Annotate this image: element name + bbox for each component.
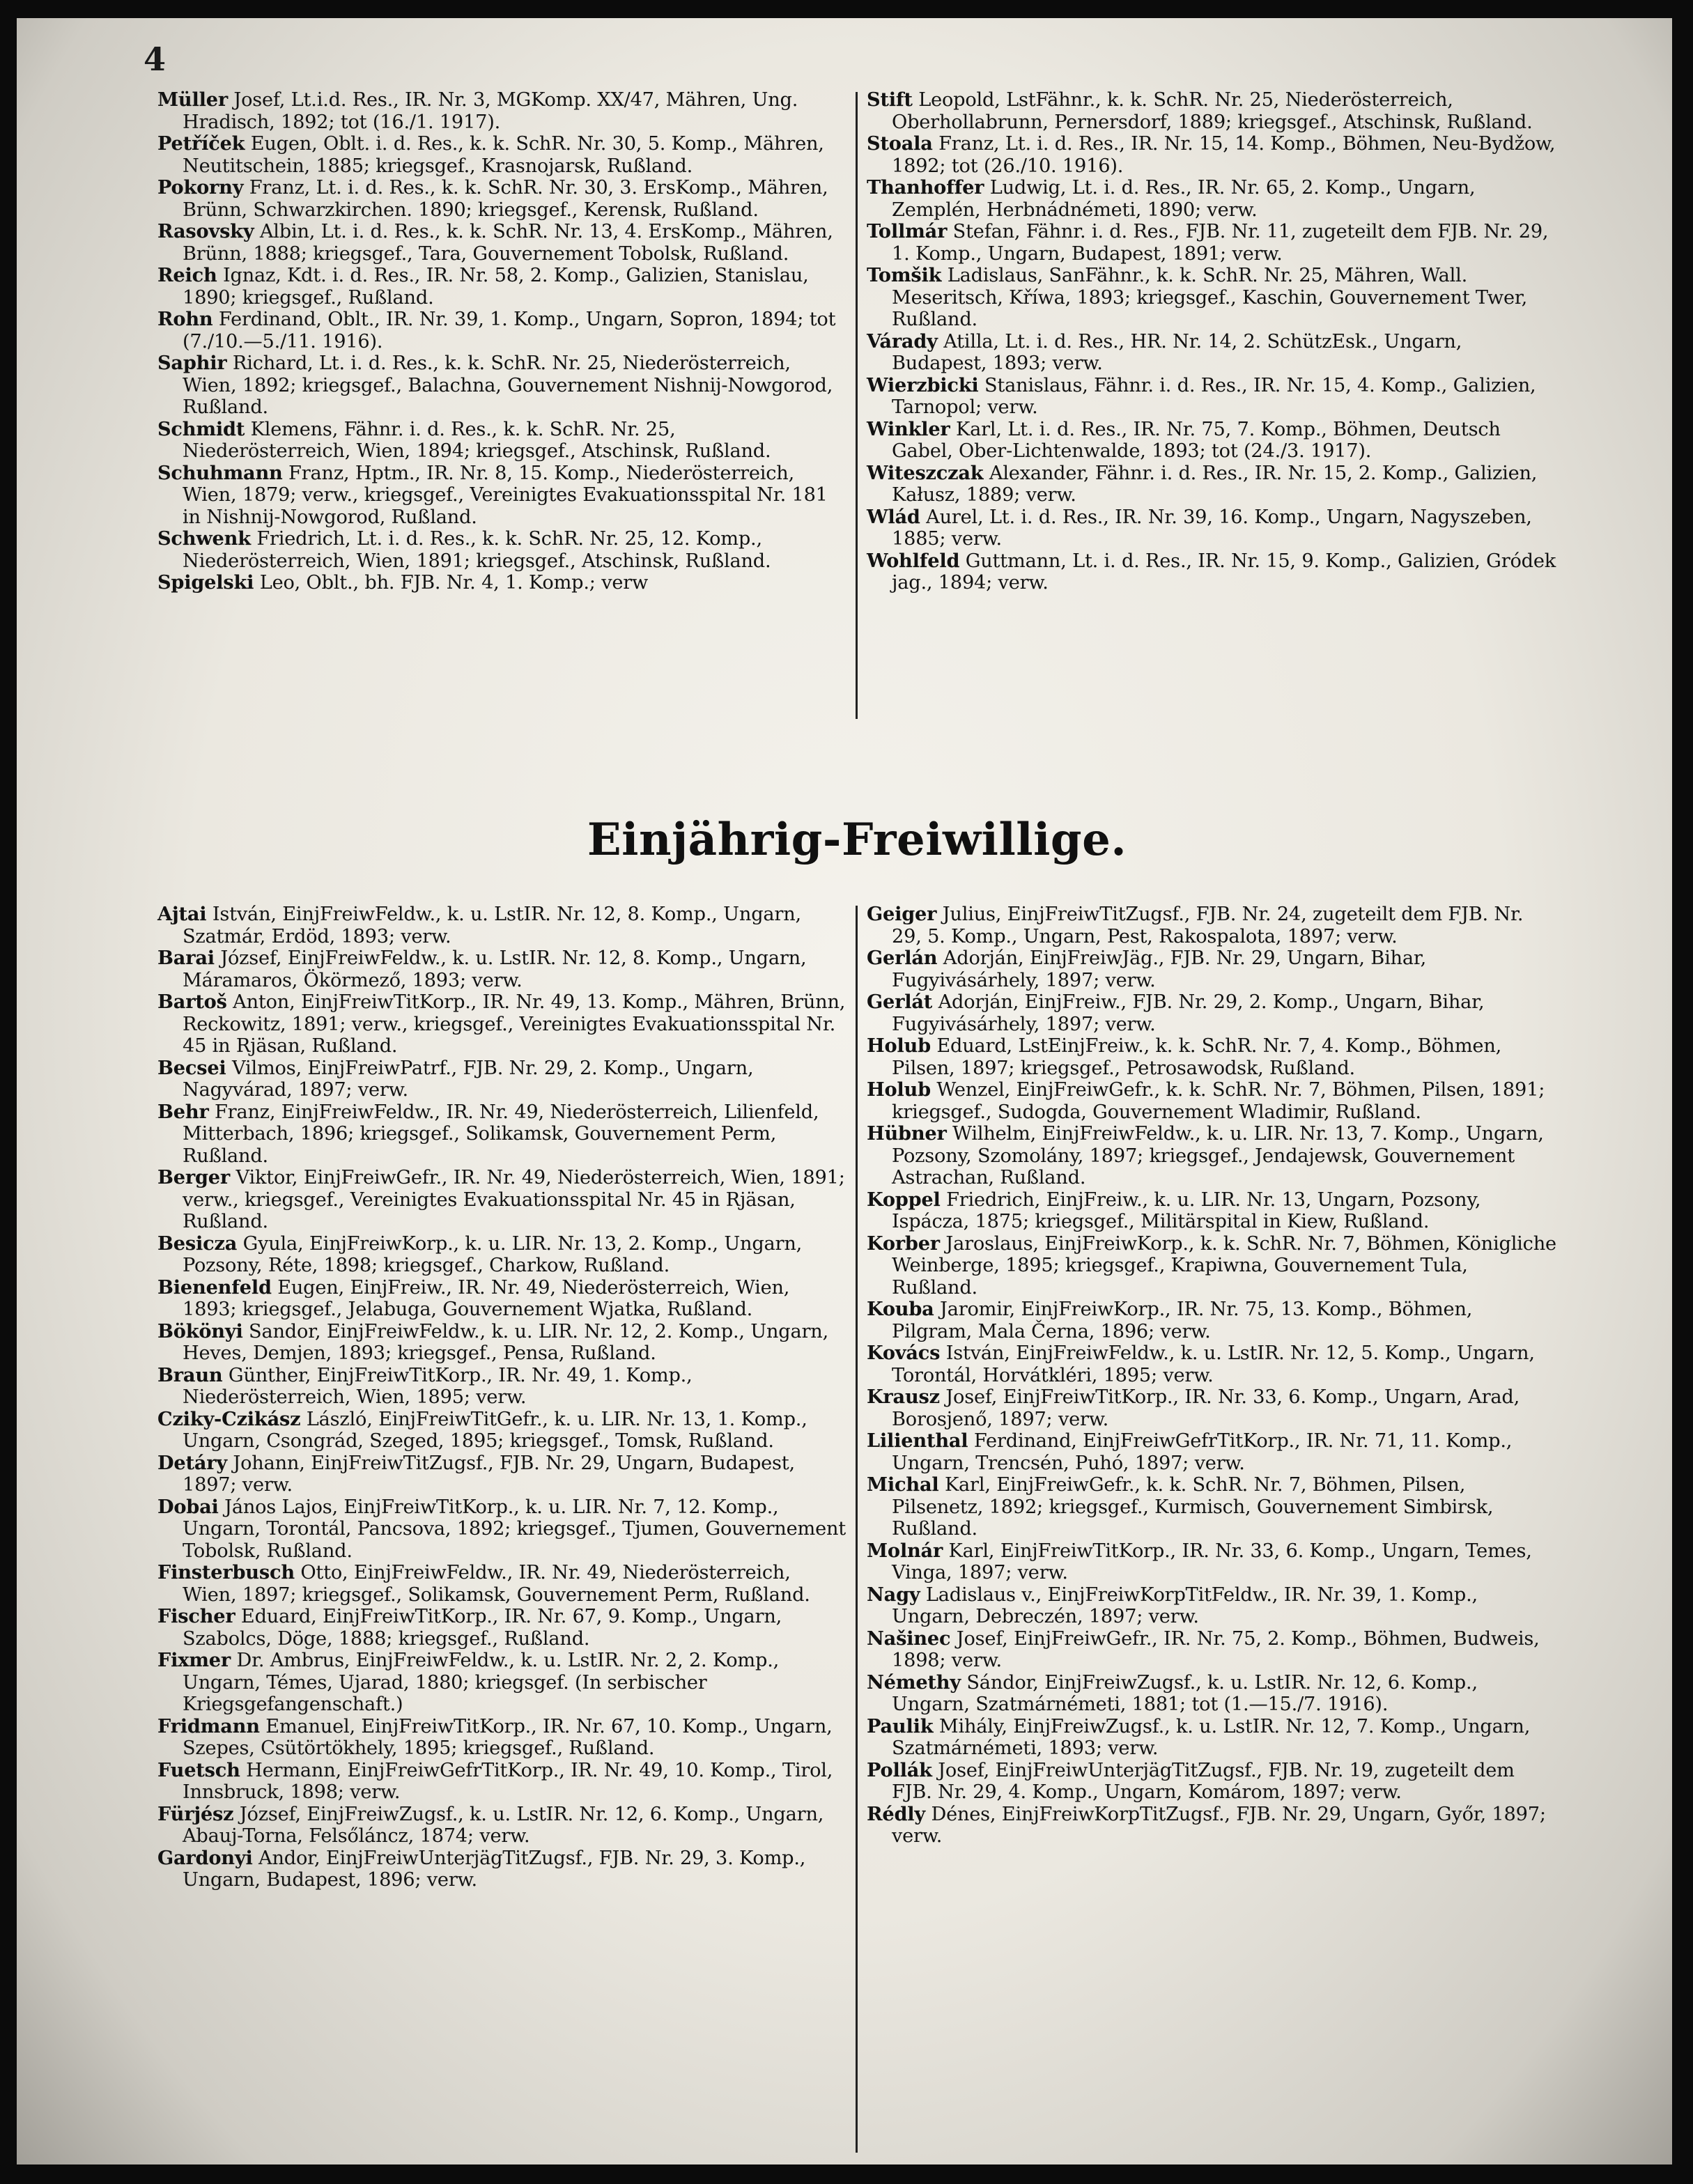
entry-surname: Gardonyi	[157, 1846, 253, 1869]
entry-surname: Tollmár	[867, 220, 948, 242]
list-entry	[867, 1189, 1556, 1233]
entry-details: Dr. Ambrus, EinjFreiwFeldw., k. u. LstIR. Nr. 2, 2. Komp., Ungarn, Témes, Ujarad, 1880; kriegsgef. (In serbischer Kriegsgefangenschaft.)	[183, 1650, 780, 1715]
entry-details: Josef, EinjFreiwUnterjägTitZugsf., FJB. Nr. 19, zugeteilt dem FJB. Nr. 29, 4. Komp., Ungarn, Komárom, 1897; verw.	[892, 1759, 1515, 1803]
entry-surname: Tomšik	[867, 264, 942, 286]
list-entry	[157, 528, 847, 572]
list-entry	[157, 89, 847, 133]
list-entry	[157, 991, 847, 1058]
entry-surname: Schmidt	[157, 417, 245, 440]
list-entry	[867, 1035, 1556, 1079]
entry-surname: Gerlát	[867, 991, 933, 1013]
section-heading: Einjährig-Freiwillige.	[587, 814, 1127, 866]
entry-surname: Schuhmann	[157, 461, 283, 484]
list-entry	[157, 904, 847, 947]
entry-surname: Bartoš	[157, 991, 227, 1013]
entry-details: Richard, Lt. i. d. Res., k. k. SchR. Nr. 25, Niederösterreich, Wien, 1892; kriegsgef., Balachna, Gouvernement Nishnij-Nowgorod, Rußland.	[183, 353, 833, 418]
list-entry	[867, 89, 1556, 133]
entry-surname: Behr	[157, 1100, 209, 1123]
entry-details: Ignaz, Kdt. i. d. Res., IR. Nr. 58, 2. Komp., Galizien, Stanislau, 1890; kriegsgef., Rußland.	[183, 265, 809, 309]
list-entry	[157, 947, 847, 991]
entry-details: Alexander, Fähnr. i. d. Res., IR. Nr. 15, 2. Komp., Galizien, Kałusz, 1889; verw.	[892, 462, 1538, 506]
entry-details: Eduard, LstEinjFreiw., k. k. SchR. Nr. 7, 4. Komp., Böhmen, Pilsen, 1897; kriegsgef., Petrosawodsk, Rußland.	[892, 1035, 1502, 1079]
entry-surname: Reich	[157, 264, 217, 286]
list-entry	[157, 1058, 847, 1101]
entry-details: Karl, EinjFreiwGefr., k. k. SchR. Nr. 7, Böhmen, Pilsen, Pilsenetz, 1892; kriegsgef., Kurmisch, Gouvernement Simbirsk, Rußland.	[892, 1474, 1494, 1540]
list-entry	[157, 1409, 847, 1453]
entry-surname: Paulik	[867, 1714, 934, 1737]
scan-border-top	[0, 0, 1693, 18]
entry-details: Julius, EinjFreiwTitZugsf., FJB. Nr. 24, zugeteilt dem FJB. Nr. 29, 5. Komp., Ungarn, Pest, Rakospalota, 1897; verw.	[892, 904, 1524, 947]
entry-details: Franz, Hptm., IR. Nr. 8, 15. Komp., Niederösterreich, Wien, 1879; verw., kriegsgef., Vereinigtes Evakuationsspital Nr. 181 in Nishnij-Nowgorod, Rußland.	[183, 462, 828, 528]
entry-details: Eugen, EinjFreiw., IR. Nr. 49, Niederösterreich, Wien, 1893; kriegsgef., Jelabuga, Gouvernement Wjatka, Rußland.	[183, 1276, 790, 1320]
entry-details: Mihály, EinjFreiwZugsf., k. u. LstIR. Nr. 12, 7. Komp., Ungarn, Szatmárnémeti, 1893; verw.	[892, 1715, 1531, 1759]
page-number: 4	[144, 40, 167, 78]
entry-surname: Michal	[867, 1473, 939, 1496]
list-entry	[157, 1321, 847, 1365]
scan-border-bottom	[0, 2164, 1693, 2184]
entry-details: Emanuel, EinjFreiwTitKorp., IR. Nr. 67, 10. Komp., Ungarn, Szepes, Csütörtökhely, 1895; kriegsgef., Rußland.	[183, 1715, 833, 1759]
list-entry	[867, 1804, 1556, 1848]
list-entry	[157, 1848, 847, 1891]
entry-surname: Rédly	[867, 1802, 926, 1825]
entry-surname: Fridmann	[157, 1714, 260, 1737]
list-entry	[867, 1123, 1556, 1189]
scan-border-right	[1672, 0, 1693, 2184]
list-entry	[157, 419, 847, 463]
entry-surname: Witeszczak	[867, 461, 984, 484]
entry-surname: Geiger	[867, 903, 937, 925]
list-entry	[867, 904, 1556, 947]
list-entry	[867, 1584, 1556, 1628]
entry-surname: Barai	[157, 947, 215, 969]
list-entry	[157, 1496, 847, 1563]
entry-details: József, EinjFreiwFeldw., k. u. LstIR. Nr. 12, 8. Komp., Ungarn, Máramaros, Ökörmező, 1893; verw.	[183, 947, 807, 991]
entry-details: Vilmos, EinjFreiwPatrf., FJB. Nr. 29, 2. Komp., Ungarn, Nagyvárad, 1897; verw.	[183, 1057, 754, 1101]
entry-details: József, EinjFreiwZugsf., k. u. LstIR. Nr. 12, 6. Komp., Ungarn, Abauj-Torna, Felsőláncz, 1874; verw.	[183, 1803, 824, 1847]
list-entry	[867, 177, 1556, 221]
list-entry	[157, 1650, 847, 1716]
list-entry	[867, 1342, 1556, 1386]
entry-surname: Müller	[157, 88, 228, 111]
entry-surname: Holub	[867, 1078, 931, 1101]
entry-details: Andor, EinjFreiwUnterjägTitZugsf., FJB. Nr. 29, 3. Komp., Ungarn, Budapest, 1896; verw.	[183, 1847, 806, 1891]
list-entry	[157, 1760, 847, 1804]
entry-surname: Koppel	[867, 1188, 941, 1211]
entry-details: Leo, Oblt., bh. FJB. Nr. 4, 1. Komp.; verw	[254, 572, 649, 594]
entry-details: Aurel, Lt. i. d. Res., IR. Nr. 39, 16. Komp., Ungarn, Nagyszeben, 1885; verw.	[892, 506, 1532, 550]
entry-details: Jaromir, EinjFreiwKorp., IR. Nr. 75, 13. Komp., Böhmen, Pilgram, Mala Černa, 1896; verw.	[892, 1299, 1473, 1342]
list-entry	[157, 221, 847, 265]
list-entry	[157, 1716, 847, 1760]
list-entry	[157, 1101, 847, 1168]
entry-surname: Fixmer	[157, 1649, 231, 1671]
entry-details: László, EinjFreiwTitGefr., k. u. LIR. Nr. 13, 1. Komp., Ungarn, Csongrád, Szeged, 1895; kriegsgef., Tomsk, Rußland.	[183, 1408, 807, 1452]
entry-surname: Krausz	[867, 1386, 940, 1408]
entry-details: Eduard, EinjFreiwTitKorp., IR. Nr. 67, 9. Komp., Ungarn, Szabolcs, Döge, 1888; kriegsgef., Rußland.	[183, 1606, 782, 1650]
entry-details: Dénes, EinjFreiwKorpTitZugsf., FJB. Nr. 29, Ungarn, Győr, 1897; verw.	[892, 1803, 1546, 1847]
entry-surname: Stoala	[867, 132, 933, 155]
entry-surname: Kovács	[867, 1342, 941, 1364]
entry-details: Friedrich, EinjFreiw., k. u. LIR. Nr. 13, Ungarn, Pozsony, Ispácza, 1875; kriegsgef., Militärspital in Kiew, Rußland.	[892, 1188, 1481, 1232]
entry-details: Stanislaus, Fähnr. i. d. Res., IR. Nr. 15, 4. Komp., Galizien, Tarnopol; verw.	[892, 374, 1536, 418]
entry-surname: Spigelski	[157, 571, 254, 594]
entry-details: István, EinjFreiwFeldw., k. u. LstIR. Nr. 12, 5. Komp., Ungarn, Torontál, Horvátkléri, 1895; verw.	[892, 1342, 1535, 1386]
list-entry	[157, 572, 847, 594]
entry-surname: Finsterbusch	[157, 1561, 295, 1583]
entry-details: István, EinjFreiwFeldw., k. u. LstIR. Nr. 12, 8. Komp., Ungarn, Szatmár, Erdöd, 1893; verw.	[183, 904, 801, 947]
list-entry	[867, 1233, 1556, 1299]
entry-details: Guttmann, Lt. i. d. Res., IR. Nr. 15, 9. Komp., Galizien, Gródek jag., 1894; verw.	[892, 550, 1556, 594]
entry-surname: Holub	[867, 1035, 931, 1057]
entry-details: Günther, EinjFreiwTitKorp., IR. Nr. 49, 1. Komp., Niederösterreich, Wien, 1895; verw.	[183, 1364, 693, 1408]
entry-details: Eugen, Oblt. i. d. Res., k. k. SchR. Nr. 30, 5. Komp., Mähren, Neutitschein, 1885; kriegsgef., Krasnojarsk, Rußland.	[183, 133, 824, 177]
list-entry	[867, 1760, 1556, 1804]
list-entry	[867, 221, 1556, 265]
list-entry	[867, 375, 1556, 419]
list-entry	[867, 1628, 1556, 1672]
entry-surname: Hübner	[867, 1122, 947, 1145]
entry-surname: Fischer	[157, 1605, 235, 1627]
list-entry	[867, 1540, 1556, 1584]
entry-details: Karl, EinjFreiwTitKorp., IR. Nr. 33, 6. Komp., Ungarn, Temes, Vinga, 1897; verw.	[892, 1540, 1532, 1583]
entry-details: Karl, Lt. i. d. Res., IR. Nr. 75, 7. Komp., Böhmen, Deutsch Gabel, Ober-Lichtenwalde, 1893; tot (24./3. 1917).	[892, 418, 1501, 462]
entry-surname: Pokorny	[157, 176, 244, 199]
entry-details: János Lajos, EinjFreiwTitKorp., k. u. LIR. Nr. 7, 12. Komp., Ungarn, Torontál, Pancsova, 1892; kriegsgef., Tjumen, Gouvernement Tobolsk, Rußland.	[183, 1496, 846, 1562]
entry-surname: Berger	[157, 1166, 231, 1188]
entry-details: Wilhelm, EinjFreiwFeldw., k. u. LIR. Nr. 13, 7. Komp., Ungarn, Pozsony, Szomolány, 1897; kriegsgef., Jendajewsk, Gouvernement Astrachan, Rußland.	[892, 1123, 1544, 1188]
entry-details: Gyula, EinjFreiwKorp., k. u. LIR. Nr. 13, 2. Komp., Ungarn, Pozsony, Réte, 1898; kriegsgef., Charkow, Rußland.	[183, 1232, 803, 1276]
entry-surname: Ajtai	[157, 903, 207, 925]
list-entry	[157, 1804, 847, 1848]
entry-surname: Gerlán	[867, 947, 938, 969]
entry-surname: Fürjész	[157, 1802, 234, 1825]
entry-surname: Bienenfeld	[157, 1276, 272, 1299]
entry-surname: Saphir	[157, 352, 227, 374]
entry-details: Josef, Lt.i.d. Res., IR. Nr. 3, MGKomp. XX/47, Mähren, Ung. Hradisch, 1892; tot (16./1. 1917).	[183, 89, 798, 133]
list-entry	[867, 506, 1556, 550]
column-divider-bottom	[856, 906, 858, 2153]
entry-details: Otto, EinjFreiwFeldw., IR. Nr. 49, Niederösterreich, Wien, 1897; kriegsgef., Solikamsk, Gouvernement Perm, Rußland.	[183, 1562, 810, 1606]
list-entry	[867, 331, 1556, 375]
list-entry	[867, 419, 1556, 463]
entry-surname: Stift	[867, 88, 913, 111]
list-entry	[867, 1672, 1556, 1716]
entry-surname: Braun	[157, 1363, 223, 1386]
entry-details: Klemens, Fähnr. i. d. Res., k. k. SchR. Nr. 25, Niederösterreich, Wien, 1894; kriegsgef., Atschinsk, Rußland.	[183, 418, 771, 462]
entry-surname: Schwenk	[157, 527, 251, 550]
entry-details: Adorján, EinjFreiwJäg., FJB. Nr. 29, Ungarn, Bihar, Fugyivásárhely, 1897; verw.	[892, 947, 1427, 991]
entry-surname: Pollák	[867, 1758, 932, 1781]
entry-surname: Fuetsch	[157, 1758, 240, 1781]
list-entry	[867, 1386, 1556, 1430]
entry-surname: Becsei	[157, 1056, 226, 1079]
list-entry	[867, 947, 1556, 991]
list-entry	[157, 353, 847, 419]
entry-details: Albin, Lt. i. d. Res., k. k. SchR. Nr. 13, 4. ErsKomp., Mähren, Brünn, 1888; kriegsgef., Tara, Gouvernement Tobolsk, Rußland.	[183, 221, 833, 265]
volunteers-column-left	[157, 904, 847, 1891]
entry-details: Johann, EinjFreiwTitZugsf., FJB. Nr. 29, Ungarn, Budapest, 1897; verw.	[183, 1452, 795, 1496]
list-entry	[867, 133, 1556, 177]
list-entry	[867, 1079, 1556, 1123]
list-entry	[867, 265, 1556, 331]
entry-details: Viktor, EinjFreiwGefr., IR. Nr. 49, Niederösterreich, Wien, 1891; verw., kriegsgef., Vereinigtes Evakuationsspital Nr. 45 in Rjäsan, Rußland.	[183, 1167, 845, 1232]
list-entry	[867, 1474, 1556, 1540]
entry-details: Adorján, EinjFreiw., FJB. Nr. 29, 2. Komp., Ungarn, Bihar, Fugyivásárhely, 1897; verw.	[892, 991, 1485, 1035]
entry-surname: Thanhoffer	[867, 176, 984, 199]
entry-surname: Petříček	[157, 132, 245, 155]
entry-details: Josef, EinjFreiwGefr., IR. Nr. 75, 2. Komp., Böhmen, Budweis, 1898; verw.	[892, 1627, 1540, 1671]
list-entry	[157, 1365, 847, 1409]
entry-details: Ludwig, Lt. i. d. Res., IR. Nr. 65, 2. Komp., Ungarn, Zemplén, Herbnádnémeti, 1890; verw.	[892, 177, 1476, 221]
entry-details: Sandor, EinjFreiwFeldw., k. u. LIR. Nr. 12, 2. Komp., Ungarn, Heves, Demjen, 1893; kriegsgef., Pensa, Rußland.	[183, 1320, 829, 1364]
officers-column-left	[157, 89, 847, 594]
entry-details: Hermann, EinjFreiwGefrTitKorp., IR. Nr. 49, 10. Komp., Tirol, Innsbruck, 1898; verw.	[183, 1759, 833, 1803]
entry-surname: Besicza	[157, 1232, 238, 1255]
volunteers-column-right	[867, 904, 1556, 1848]
scan-border-left	[0, 0, 17, 2184]
entry-details: Franz, EinjFreiwFeldw., IR. Nr. 49, Niederösterreich, Lilienfeld, Mitterbach, 1896; kriegsgef., Solikamsk, Gouvernement Perm, Rußland.	[183, 1101, 819, 1167]
entry-surname: Némethy	[867, 1671, 961, 1694]
column-divider-top	[856, 92, 858, 719]
entry-details: Friedrich, Lt. i. d. Res., k. k. SchR. Nr. 25, 12. Komp., Niederösterreich, Wien, 1891; kriegsgef., Atschinsk, Rußland.	[183, 528, 771, 572]
list-entry	[157, 1606, 847, 1650]
list-entry	[157, 1453, 847, 1496]
list-entry	[867, 550, 1556, 594]
entry-details: Anton, EinjFreiwTitKorp., IR. Nr. 49, 13. Komp., Mähren, Brünn, Reckowitz, 1891; verw., kriegsgef., Vereinigtes Evakuationsspital Nr. 45 in Rjäsan, Rußland.	[183, 991, 846, 1057]
entry-surname: Wierzbicki	[867, 373, 979, 396]
entry-details: Franz, Lt. i. d. Res., IR. Nr. 15, 14. Komp., Böhmen, Neu-Bydžow, 1892; tot (26./10. 1916).	[892, 133, 1556, 177]
entry-details: Franz, Lt. i. d. Res., k. k. SchR. Nr. 30, 3. ErsKomp., Mähren, Brünn, Schwarzkirchen. 1890; kriegsgef., Kerensk, Rußland.	[183, 177, 828, 221]
entry-details: Ladislaus v., EinjFreiwKorpTitFeldw., IR. Nr. 39, 1. Komp., Ungarn, Debreczén, 1897; verw.	[892, 1583, 1478, 1627]
list-entry	[867, 1716, 1556, 1760]
entry-surname: Dobai	[157, 1495, 219, 1518]
entry-surname: Kouba	[867, 1298, 934, 1320]
list-entry	[157, 1562, 847, 1606]
list-entry	[867, 463, 1556, 506]
entry-details: Ferdinand, EinjFreiwGefrTitKorp., IR. Nr. 71, 11. Komp., Ungarn, Trencsén, Puhó, 1897; verw.	[892, 1430, 1513, 1474]
list-entry	[867, 1299, 1556, 1342]
list-entry	[157, 1167, 847, 1233]
entry-surname: Wlád	[867, 505, 920, 528]
list-entry	[157, 1233, 847, 1277]
entry-surname: Bökönyi	[157, 1319, 243, 1342]
entry-details: Stefan, Fähnr. i. d. Res., FJB. Nr. 11, zugeteilt dem FJB. Nr. 29, 1. Komp., Ungarn, Budapest, 1891; verw.	[892, 221, 1549, 265]
list-entry	[157, 1277, 847, 1321]
entry-details: Leopold, LstFähnr., k. k. SchR. Nr. 25, Niederösterreich, Oberhollabrunn, Pernersdorf, 1889; kriegsgef., Atschinsk, Rußland.	[892, 89, 1533, 133]
list-entry	[157, 177, 847, 221]
list-entry	[867, 991, 1556, 1035]
entry-details: Ferdinand, Oblt., IR. Nr. 39, 1. Komp., Ungarn, Sopron, 1894; tot (7./10.—5./11. 1916).	[183, 309, 836, 353]
list-entry	[157, 463, 847, 529]
entry-surname: Našinec	[867, 1627, 951, 1650]
entry-details: Sándor, EinjFreiwZugsf., k. u. LstIR. Nr. 12, 6. Komp., Ungarn, Szatmárnémeti, 1881; tot (1.—15./7. 1916).	[892, 1671, 1478, 1715]
entry-surname: Rasovsky	[157, 220, 254, 242]
entry-surname: Wohlfeld	[867, 549, 960, 572]
entry-surname: Cziky-Czikász	[157, 1407, 301, 1430]
entry-surname: Várady	[867, 330, 938, 353]
entry-details: Ladislaus, SanFähnr., k. k. SchR. Nr. 25, Mähren, Wall. Meseritsch, Kříwa, 1893; kriegsgef., Kaschin, Gouvernement Twer, Rußland.	[892, 265, 1528, 330]
list-entry	[157, 309, 847, 353]
officers-column-right	[867, 89, 1556, 594]
entry-details: Josef, EinjFreiwTitKorp., IR. Nr. 33, 6. Komp., Ungarn, Arad, Borosjenő, 1897; verw.	[892, 1386, 1520, 1430]
entry-surname: Winkler	[867, 417, 950, 440]
entry-surname: Rohn	[157, 308, 213, 330]
entry-surname: Molnár	[867, 1539, 943, 1562]
entry-surname: Korber	[867, 1232, 940, 1255]
entry-surname: Detáry	[157, 1451, 227, 1474]
entry-details: Jaroslaus, EinjFreiwKorp., k. k. SchR. Nr. 7, Böhmen, Königliche Weinberge, 1895; kriegsgef., Krapiwna, Gouvernement Tula, Rußland.	[892, 1232, 1556, 1299]
entry-details: Atilla, Lt. i. d. Res., HR. Nr. 14, 2. SchützEsk., Ungarn, Budapest, 1893; verw.	[892, 330, 1462, 374]
list-entry	[157, 265, 847, 309]
list-entry	[157, 133, 847, 177]
entry-details: Wenzel, EinjFreiwGefr., k. k. SchR. Nr. 7, Böhmen, Pilsen, 1891; kriegsgef., Sudogda, Gouvernement Wladimir, Rußland.	[892, 1079, 1545, 1123]
list-entry	[867, 1430, 1556, 1474]
entry-surname: Nagy	[867, 1583, 920, 1606]
entry-surname: Lilienthal	[867, 1430, 968, 1452]
